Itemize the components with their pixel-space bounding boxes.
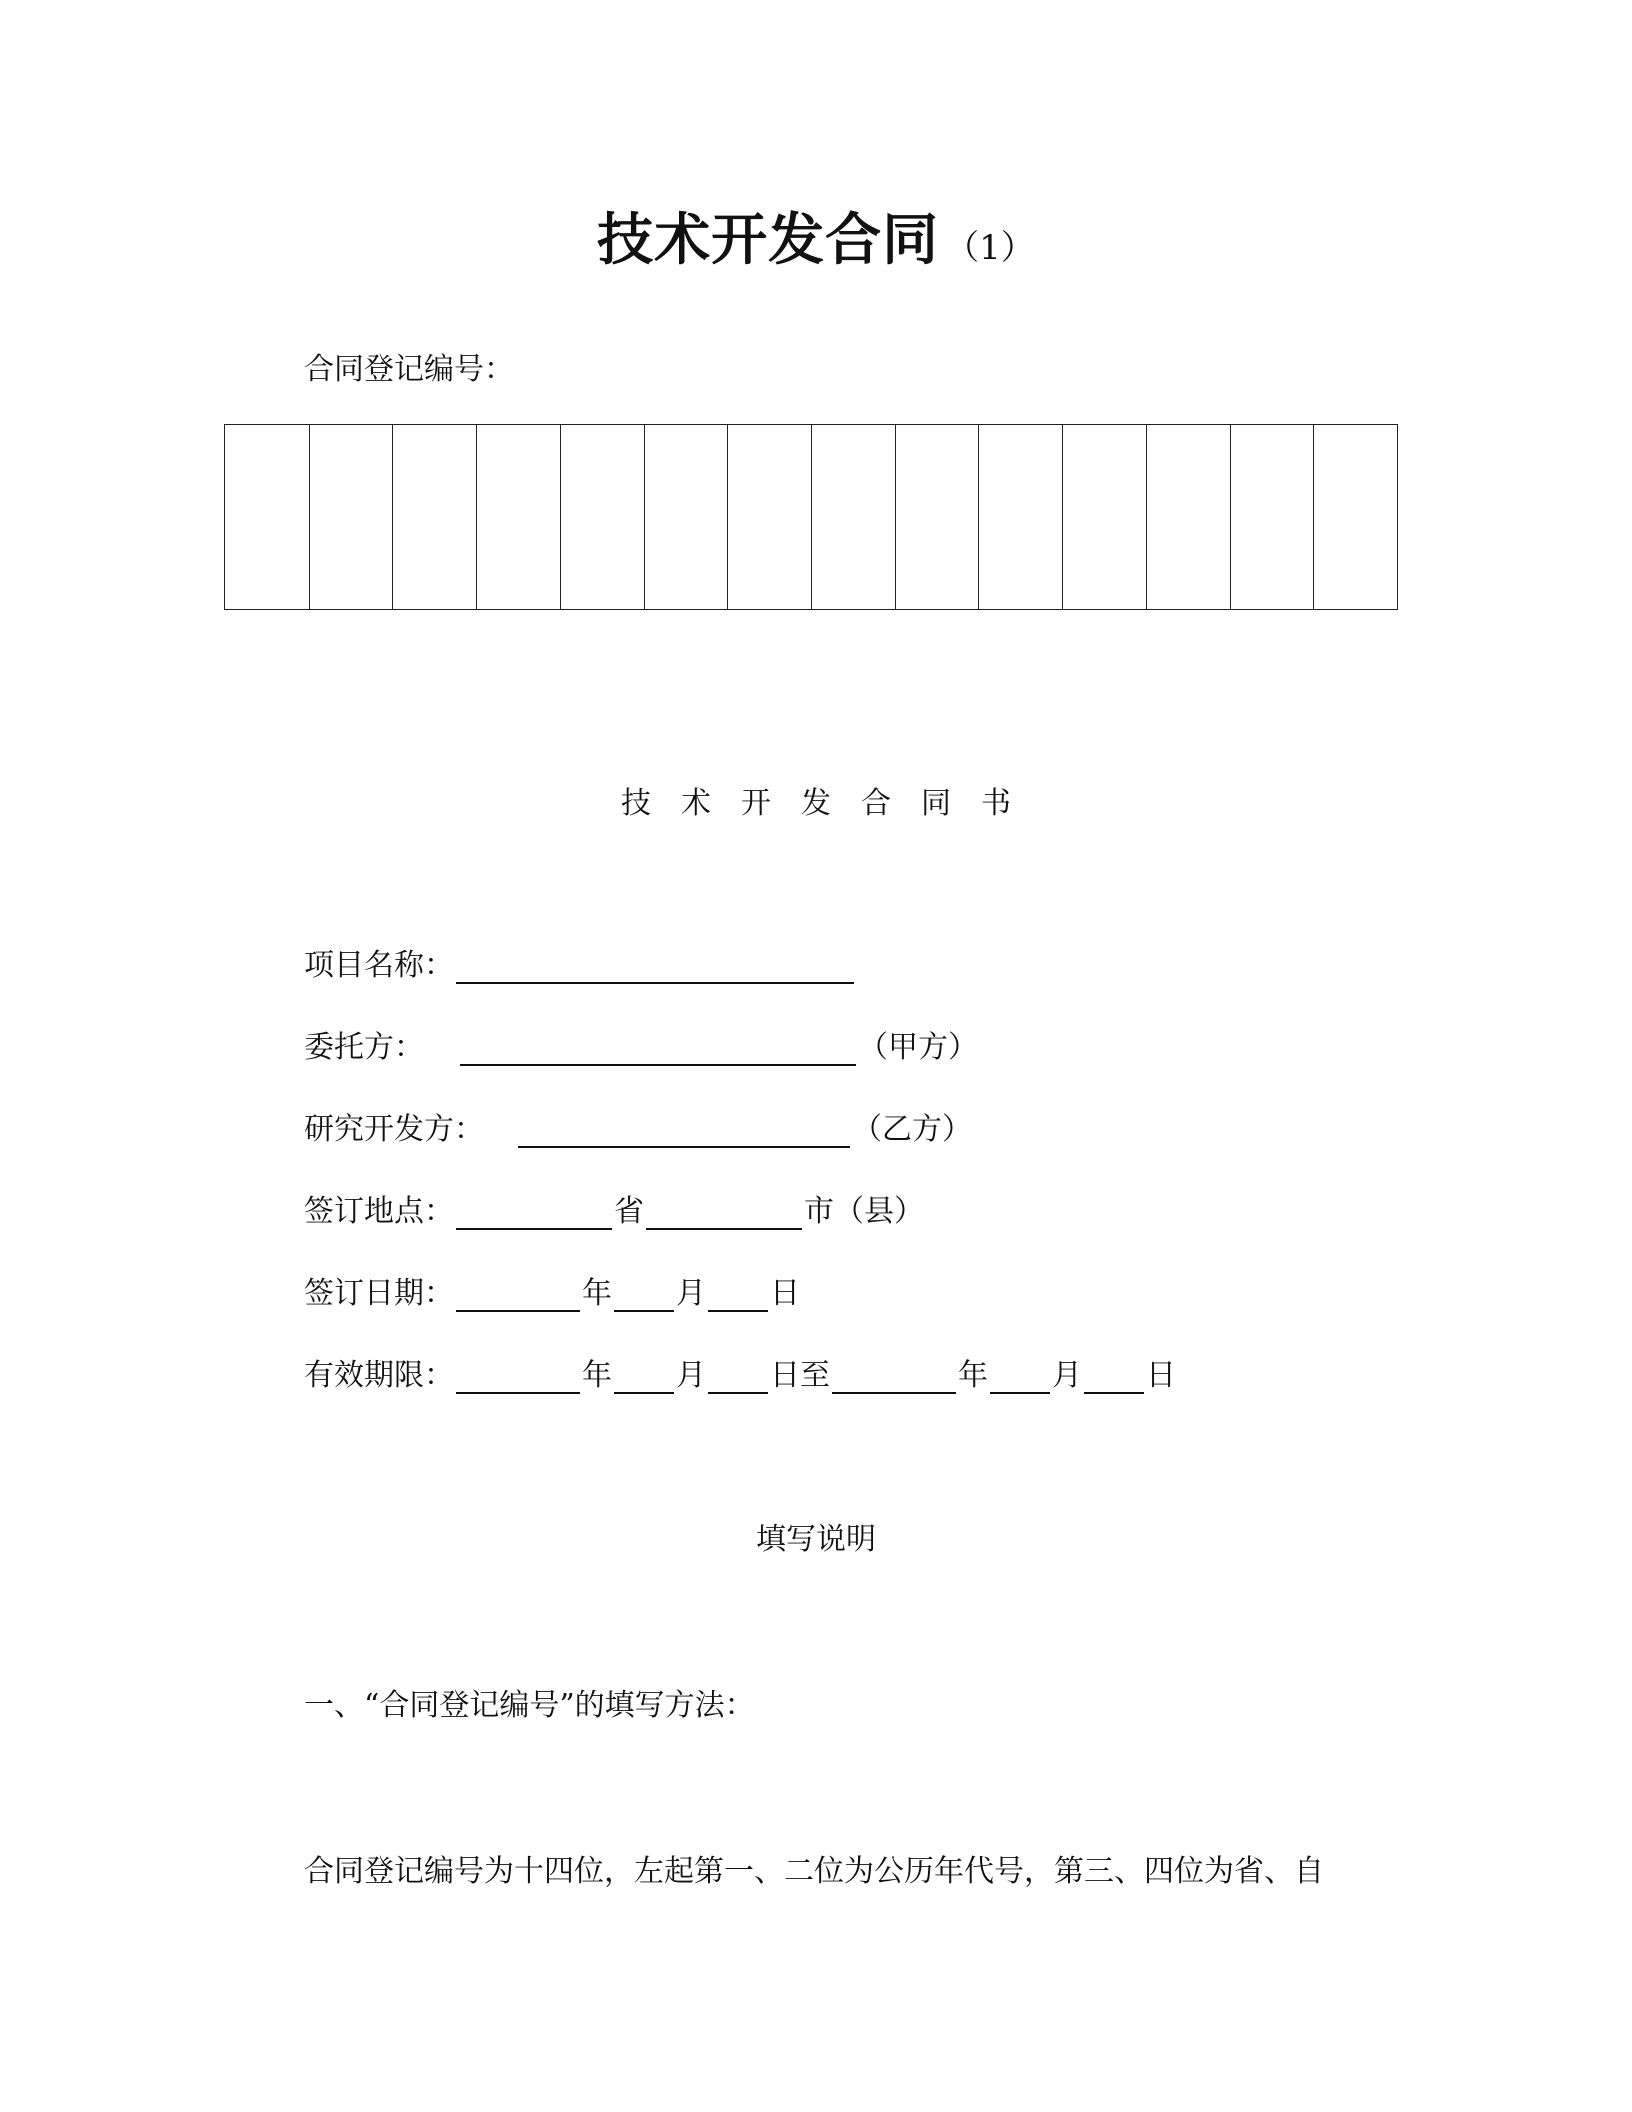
client-row [304, 1022, 978, 1066]
client-field[interactable] [460, 1030, 856, 1066]
registration-digit-box[interactable] [811, 425, 895, 609]
registration-digit-box[interactable] [392, 425, 476, 609]
day-to-unit: 日至 [770, 1358, 830, 1393]
contract-book-title: 技术开发合同书 [621, 786, 1041, 821]
registration-digit-box[interactable] [560, 425, 644, 609]
developer-suffix: （乙方） [852, 1112, 972, 1147]
province-field[interactable] [456, 1194, 612, 1230]
developer-row [304, 1104, 972, 1148]
title-main: 技术开发合同 [597, 208, 940, 273]
instructions-heading: 填写说明 [756, 1522, 876, 1557]
developer-label: 研究开发方： [304, 1112, 484, 1147]
registration-digit-box[interactable] [895, 425, 979, 609]
province-unit: 省 [614, 1194, 644, 1229]
day-unit: 日 [770, 1276, 800, 1311]
signing-place-label: 签订地点： [304, 1194, 454, 1229]
year-unit: 年 [582, 1276, 612, 1311]
validity-label: 有效期限： [304, 1358, 454, 1393]
registration-digit-box[interactable] [1230, 425, 1314, 609]
start-year-field[interactable] [456, 1358, 580, 1394]
city-unit: 市（县） [804, 1194, 924, 1229]
instructions-item1-heading: 一、“合同登记编号”的填写方法： [304, 1688, 755, 1723]
registration-digit-box[interactable] [1062, 425, 1146, 609]
end-day-field[interactable] [1084, 1358, 1144, 1394]
registration-digit-box[interactable] [1146, 425, 1230, 609]
registration-digit-box[interactable] [1313, 425, 1397, 609]
sign-day-field[interactable] [708, 1276, 768, 1312]
client-label: 委托方： [304, 1030, 424, 1065]
project-name-label: 项目名称： [304, 948, 454, 983]
registration-label: 合同登记编号： [304, 352, 514, 387]
signing-place-row [304, 1186, 924, 1230]
sign-year-field[interactable] [456, 1276, 580, 1312]
start-month-field[interactable] [614, 1358, 674, 1394]
client-suffix: （甲方） [858, 1030, 978, 1065]
title-suffix: （1） [945, 228, 1035, 268]
end-month-field[interactable] [990, 1358, 1050, 1394]
month-unit: 月 [1052, 1358, 1082, 1393]
registration-digit-box[interactable] [225, 425, 309, 609]
end-year-field[interactable] [832, 1358, 956, 1394]
registration-digit-box[interactable] [978, 425, 1062, 609]
validity-row [304, 1350, 1176, 1394]
document-title [0, 196, 1632, 276]
start-day-field[interactable] [708, 1358, 768, 1394]
year-unit: 年 [958, 1358, 988, 1393]
day-unit: 日 [1146, 1358, 1176, 1393]
sign-month-field[interactable] [614, 1276, 674, 1312]
developer-field[interactable] [518, 1112, 850, 1148]
registration-digit-box[interactable] [644, 425, 728, 609]
project-name-row [304, 940, 856, 984]
month-unit: 月 [676, 1276, 706, 1311]
signing-date-row [304, 1268, 800, 1312]
year-unit: 年 [582, 1358, 612, 1393]
month-unit: 月 [676, 1358, 706, 1393]
instructions-item1-text: 合同登记编号为十四位，左起第一、二位为公历年代号，第三、四位为省、自 [304, 1854, 1324, 1889]
registration-number-boxes[interactable] [224, 424, 1398, 610]
registration-digit-box[interactable] [309, 425, 393, 609]
project-name-field[interactable] [456, 948, 854, 984]
registration-digit-box[interactable] [476, 425, 560, 609]
registration-digit-box[interactable] [727, 425, 811, 609]
signing-date-label: 签订日期： [304, 1276, 454, 1311]
city-field[interactable] [646, 1194, 802, 1230]
